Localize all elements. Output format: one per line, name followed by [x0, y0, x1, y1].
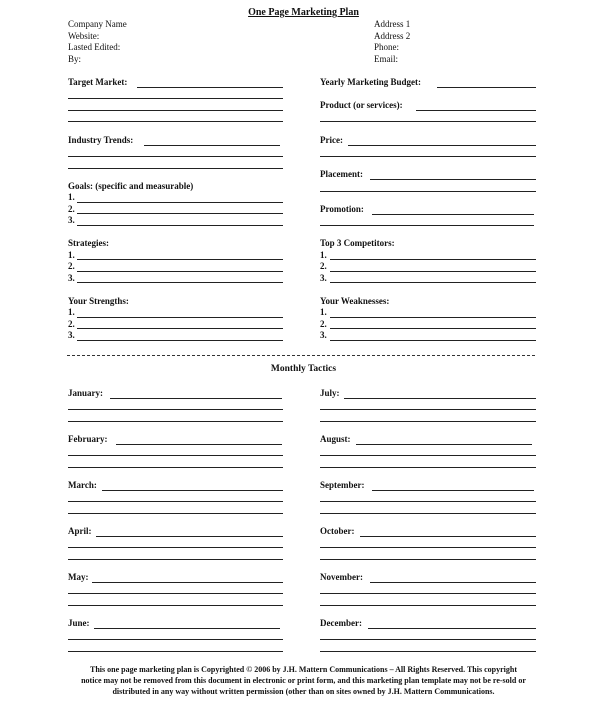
- month-line[interactable]: [68, 455, 283, 456]
- strategy-number: 3.: [68, 273, 75, 283]
- copyright-footer: This one page marketing plan is Copyrighted © 2006 by J.H. Mattern Communications – All Rights Reserved. This copyright notice may not be removed from this document in electronic or print form, and this marketing plan template may not be re-sold or distributed in any way without written permission (other than on sites owned by J.H. Mattern Communications.: [81, 665, 526, 696]
- budget-line[interactable]: [437, 87, 536, 88]
- month-september-label: September:: [320, 480, 365, 490]
- strength-number: 3.: [68, 330, 75, 340]
- price-label: Price:: [320, 135, 343, 145]
- competitor-number: 2.: [320, 261, 327, 271]
- strategy-number: 2.: [68, 261, 75, 271]
- section-divider: [67, 355, 535, 356]
- month-october-label: October:: [320, 526, 355, 536]
- competitors-label: Top 3 Competitors:: [320, 238, 395, 248]
- promotion-label: Promotion:: [320, 204, 364, 214]
- month-line[interactable]: [320, 467, 536, 468]
- weakness-line[interactable]: [330, 328, 536, 329]
- month-april-label: April:: [68, 526, 92, 536]
- month-line[interactable]: [320, 421, 536, 422]
- budget-label: Yearly Marketing Budget:: [320, 77, 421, 87]
- monthly-tactics-heading: Monthly Tactics: [270, 364, 337, 374]
- target-market-line[interactable]: [137, 87, 283, 88]
- month-line[interactable]: [68, 559, 283, 560]
- industry-trends-label: Industry Trends:: [68, 135, 134, 145]
- strength-line[interactable]: [77, 328, 283, 329]
- strategies-label: Strategies:: [68, 238, 109, 248]
- month-line[interactable]: [68, 467, 283, 468]
- promotion-line[interactable]: [320, 225, 534, 226]
- month-line[interactable]: [320, 501, 536, 502]
- month-line[interactable]: [320, 651, 536, 652]
- placement-line[interactable]: [320, 191, 536, 192]
- competitor-number: 3.: [320, 273, 327, 283]
- strength-line[interactable]: [77, 340, 283, 341]
- company-info: [68, 19, 127, 65]
- industry-trends-line[interactable]: [68, 168, 283, 169]
- competitor-line[interactable]: [330, 259, 536, 260]
- month-line[interactable]: [320, 639, 536, 640]
- month-february-label: February:: [68, 434, 108, 444]
- competitor-line[interactable]: [330, 282, 536, 283]
- target-market-line[interactable]: [68, 110, 283, 111]
- month-line[interactable]: [68, 605, 283, 606]
- month-line[interactable]: [68, 513, 283, 514]
- month-line[interactable]: [320, 593, 536, 594]
- target-market-label: Target Market:: [68, 77, 128, 87]
- month-january-label: January:: [68, 388, 104, 398]
- month-line[interactable]: [68, 651, 283, 652]
- month-line[interactable]: [344, 398, 536, 399]
- strategy-number: 1.: [68, 250, 75, 260]
- month-july-label: July:: [320, 388, 340, 398]
- month-line[interactable]: [320, 455, 536, 456]
- goals-label: Goals: (specific and measurable): [68, 181, 194, 191]
- month-line[interactable]: [320, 409, 536, 410]
- strategy-line[interactable]: [77, 282, 283, 283]
- month-august-label: August:: [320, 434, 351, 444]
- website-label: Website:: [68, 30, 100, 41]
- month-line[interactable]: [360, 536, 536, 537]
- product-line[interactable]: [320, 121, 536, 122]
- competitor-number: 1.: [320, 250, 327, 260]
- industry-trends-line[interactable]: [68, 156, 283, 157]
- month-line[interactable]: [372, 490, 534, 491]
- strength-number: 1.: [68, 307, 75, 317]
- price-line[interactable]: [348, 145, 536, 146]
- weakness-number: 2.: [320, 319, 327, 329]
- contact-info: [374, 19, 410, 65]
- by-label: By:: [68, 53, 82, 64]
- placement-label: Placement:: [320, 169, 363, 179]
- strength-line[interactable]: [77, 317, 283, 318]
- strategy-line[interactable]: [77, 271, 283, 272]
- month-line[interactable]: [68, 639, 283, 640]
- goal-number: 2.: [68, 204, 75, 214]
- page-title: One Page Marketing Plan: [248, 7, 359, 18]
- month-line[interactable]: [320, 559, 536, 560]
- month-line[interactable]: [92, 582, 283, 583]
- last-edited-label: Lasted Edited:: [68, 42, 121, 52]
- company-name-label: Company Name: [68, 19, 127, 29]
- month-march-label: March:: [68, 480, 97, 490]
- industry-trends-line[interactable]: [144, 145, 280, 146]
- target-market-line[interactable]: [68, 121, 283, 122]
- month-june-label: June:: [68, 618, 90, 628]
- month-line[interactable]: [68, 501, 283, 502]
- month-line[interactable]: [68, 593, 283, 594]
- address-1-label: Address 1: [374, 19, 411, 29]
- promotion-line[interactable]: [372, 214, 534, 215]
- weakness-number: 3.: [320, 330, 327, 340]
- strength-number: 2.: [68, 319, 75, 329]
- month-line[interactable]: [368, 628, 536, 629]
- weakness-number: 1.: [320, 307, 327, 317]
- goal-line[interactable]: [77, 213, 283, 214]
- month-line[interactable]: [116, 444, 282, 445]
- email-label: Email:: [374, 53, 398, 64]
- address-2-label: Address 2: [374, 30, 411, 41]
- month-may-label: May:: [68, 572, 89, 582]
- month-line[interactable]: [356, 444, 532, 445]
- month-line[interactable]: [320, 513, 536, 514]
- weakness-line[interactable]: [330, 317, 536, 318]
- placement-line[interactable]: [370, 179, 536, 180]
- month-line[interactable]: [96, 536, 283, 537]
- weakness-line[interactable]: [330, 340, 536, 341]
- month-line[interactable]: [320, 605, 536, 606]
- month-line[interactable]: [370, 582, 536, 583]
- price-line[interactable]: [320, 156, 536, 157]
- goal-number: 1.: [68, 192, 75, 202]
- goal-line[interactable]: [77, 225, 283, 226]
- phone-label: Phone:: [374, 42, 400, 52]
- goal-number: 3.: [68, 215, 75, 225]
- target-market-line[interactable]: [68, 98, 283, 99]
- month-november-label: November:: [320, 572, 363, 582]
- month-line[interactable]: [110, 398, 282, 399]
- month-december-label: December:: [320, 618, 362, 628]
- competitor-line[interactable]: [330, 271, 536, 272]
- month-line[interactable]: [320, 547, 536, 548]
- month-line[interactable]: [68, 421, 283, 422]
- goal-line[interactable]: [77, 202, 283, 203]
- product-line[interactable]: [416, 110, 536, 111]
- product-label: Product (or services):: [320, 100, 403, 110]
- month-line[interactable]: [94, 628, 280, 629]
- weaknesses-label: Your Weaknesses:: [320, 296, 390, 306]
- strengths-label: Your Strengths:: [68, 296, 129, 306]
- month-line[interactable]: [68, 409, 283, 410]
- strategy-line[interactable]: [77, 259, 283, 260]
- month-line[interactable]: [68, 547, 283, 548]
- month-line[interactable]: [102, 490, 283, 491]
